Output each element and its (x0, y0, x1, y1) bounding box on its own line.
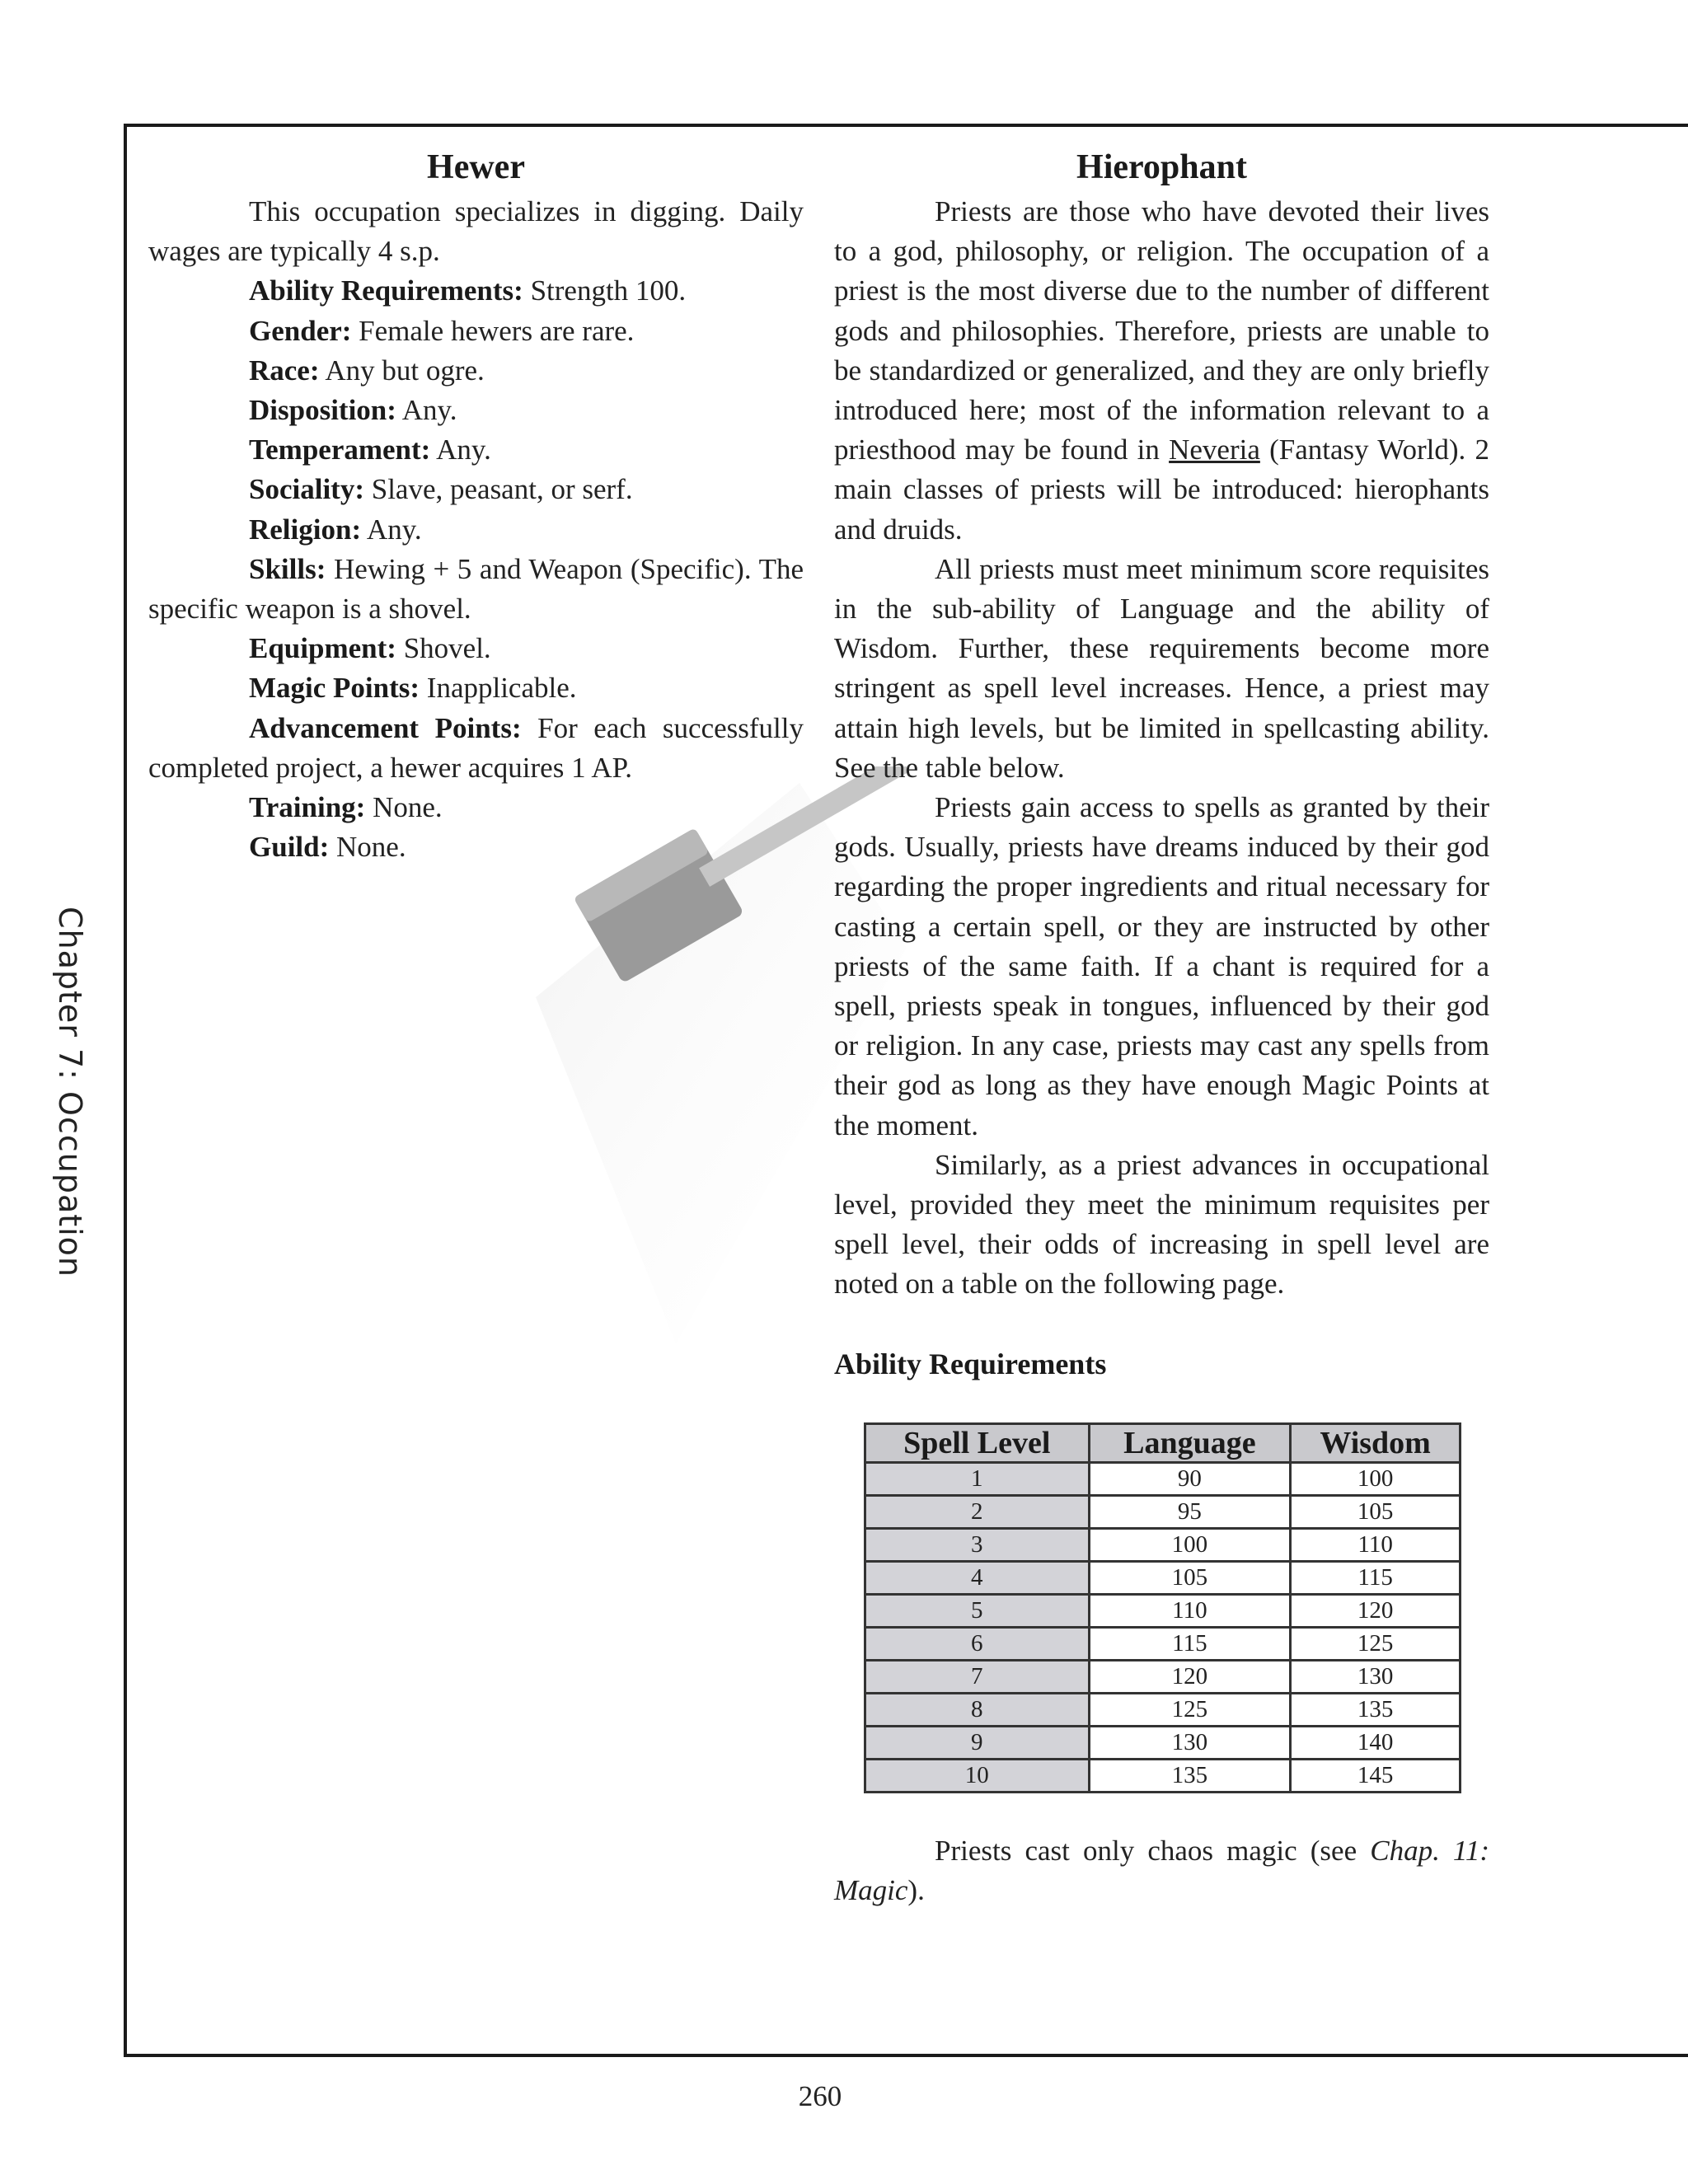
cell-language: 125 (1089, 1694, 1291, 1727)
cell-wisdom: 100 (1291, 1463, 1461, 1496)
hewer-attr-ability: Ability Requirements: Strength 100. (249, 274, 687, 307)
cell-spell-level: 7 (865, 1661, 1090, 1694)
cell-wisdom: 110 (1291, 1529, 1461, 1562)
table-row (865, 1595, 1461, 1628)
hewer-attr-training: Training: None. (249, 791, 443, 824)
hewer-column (148, 144, 804, 867)
hierophant-title: Hierophant (1076, 148, 1247, 186)
table-row (865, 1661, 1461, 1694)
cell-wisdom: 130 (1291, 1661, 1461, 1694)
hierophant-paragraph-3: Priests gain access to spells as granted by their gods. Usually, priests have dreams induced by their god regarding the proper ingredients and ritual necessary for casting a certain spell, or they are instructed by other priests of the same faith. If a chant is required for a spell, priests speak in tongues, influenced by their god or religion. In any case, priests may cast any spells from their god as long as they have enough Magic Points at the moment. (834, 791, 1489, 1141)
hewer-attr-religion: Religion: Any. (249, 513, 422, 546)
hewer-attr-guild: Guild: None. (249, 831, 406, 864)
cell-language: 135 (1089, 1760, 1291, 1793)
table-row (865, 1562, 1461, 1595)
hierophant-column (834, 144, 1489, 1384)
hierophant-closing-paragraph: Priests cast only chaos magic (see Chap. 11: Magic). (834, 1835, 1489, 1906)
header-wisdom: Wisdom (1291, 1424, 1461, 1463)
cell-wisdom: 140 (1291, 1727, 1461, 1760)
hewer-attr-gender: Gender: Female hewers are rare. (249, 314, 635, 347)
table-row (865, 1463, 1461, 1496)
cell-language: 95 (1089, 1496, 1291, 1529)
ability-requirements-heading: Ability Requirements (834, 1347, 1107, 1380)
hewer-attr-sociality: Sociality: Slave, peasant, or serf. (249, 473, 633, 506)
page-number: 260 (798, 2080, 842, 2112)
hierophant-paragraph-2: All priests must meet minimum score requisites in the sub-ability of Language and the ability of Wisdom. Further, these requirements become more stringent as spell level increases. Hence, a priest may attain high levels, but be limited in spellcasting ability. See the table below. (834, 552, 1489, 784)
cell-language: 100 (1089, 1529, 1291, 1562)
cell-spell-level: 10 (865, 1760, 1090, 1793)
cell-language: 105 (1089, 1562, 1291, 1595)
cell-spell-level: 5 (865, 1595, 1090, 1628)
cell-spell-level: 8 (865, 1694, 1090, 1727)
cell-language: 130 (1089, 1727, 1291, 1760)
hewer-attr-skills: Skills: Hewing + 5 and Weapon (Specific). The specific weapon is a shovel. (148, 552, 804, 626)
cell-language: 110 (1089, 1595, 1291, 1628)
cell-spell-level: 3 (865, 1529, 1090, 1562)
table-row (865, 1760, 1461, 1793)
hierophant-paragraph-4: Similarly, as a priest advances in occupational level, provided they meet the minimum requisites per spell level, their odds of increasing in spell level are noted on a table on the following page. (834, 1148, 1489, 1301)
hewer-attr-magic-points: Magic Points: Inapplicable. (249, 672, 577, 705)
cell-language: 115 (1089, 1628, 1291, 1661)
cell-wisdom: 120 (1291, 1595, 1461, 1628)
hewer-attr-equipment: Equipment: Shovel. (249, 632, 491, 665)
hewer-title: Hewer (427, 148, 525, 186)
table-header-row (865, 1424, 1461, 1463)
cell-spell-level: 9 (865, 1727, 1090, 1760)
cell-spell-level: 6 (865, 1628, 1090, 1661)
hewer-attr-temperament: Temperament: Any. (249, 434, 491, 466)
cell-wisdom: 105 (1291, 1496, 1461, 1529)
cell-spell-level: 1 (865, 1463, 1090, 1496)
chapter-reference: Chap. 11: Magic (834, 1835, 1489, 1906)
cell-wisdom: 145 (1291, 1760, 1461, 1793)
chapter-side-label: Chapter 7: Occupation (52, 906, 88, 1278)
cell-wisdom: 115 (1291, 1562, 1461, 1595)
neveria-link[interactable]: Neveria (1169, 434, 1260, 466)
table-row (865, 1628, 1461, 1661)
hewer-attr-advancement: Advancement Points: For each successfully completed project, a hewer acquires 1 AP. (148, 711, 804, 784)
header-spell-level: Spell Level (865, 1424, 1090, 1463)
cell-language: 90 (1089, 1463, 1291, 1496)
table-row (865, 1727, 1461, 1760)
cell-wisdom: 125 (1291, 1628, 1461, 1661)
hewer-intro: This occupation specializes in digging. Daily wages are typically 4 s.p. (148, 195, 804, 268)
cell-language: 120 (1089, 1661, 1291, 1694)
hierophant-paragraph-1: Priests are those who have devoted their lives to a god, philosophy, or religion. The occupation of a priest is the most diverse due to the number of different gods and philosophies. Therefore, priests are unable to be standardized or generalized, and they are only briefly introduced here; most of the information relevant to a priesthood may be found in Neveria (Fantasy World). 2 main classes of priests will be introduced: hierophants and druids. (834, 195, 1489, 546)
hewer-attr-race: Race: Any but ogre. (249, 354, 485, 387)
header-language: Language (1089, 1424, 1291, 1463)
cell-spell-level: 2 (865, 1496, 1090, 1529)
cell-wisdom: 135 (1291, 1694, 1461, 1727)
table-row (865, 1529, 1461, 1562)
hewer-attr-disposition: Disposition: Any. (249, 394, 457, 427)
ability-requirements-table (864, 1422, 1461, 1793)
table-row (865, 1496, 1461, 1529)
table-row (865, 1694, 1461, 1727)
cell-spell-level: 4 (865, 1562, 1090, 1595)
